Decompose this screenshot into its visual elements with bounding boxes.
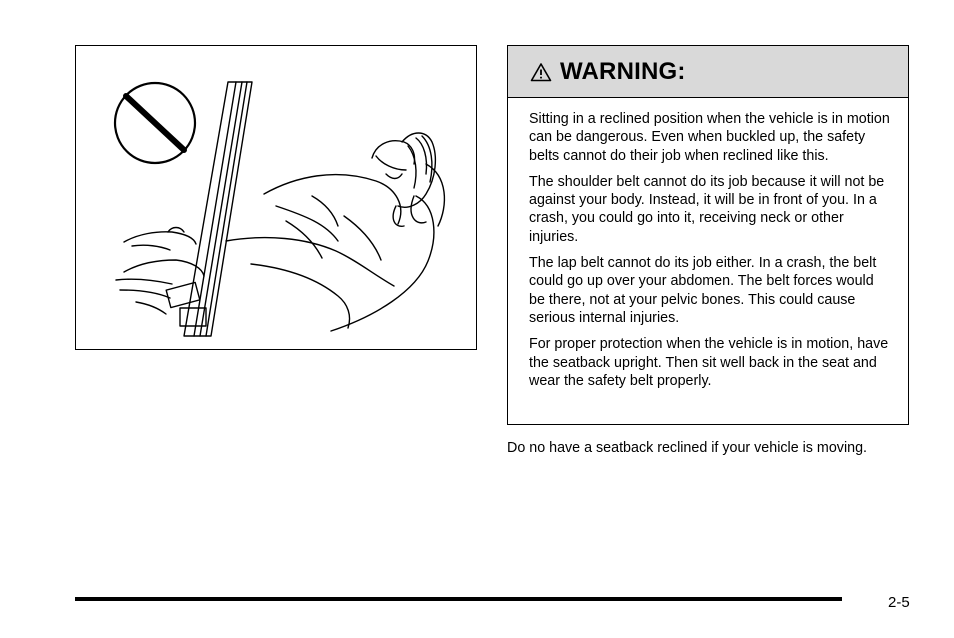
warning-paragraph: The shoulder belt cannot do its job because it will not be against your body. Instead, it will be in front of you. In a crash, you could go into it, receiving neck or other injuries.	[529, 173, 885, 245]
warning-paragraph: For proper protection when the vehicle is in motion, have the seatback upright. Then sit well back in the seat and wear the safety belt properly.	[529, 336, 889, 389]
warning-paragraph: The lap belt cannot do its job either. In a crash, the belt could go up over your abdomen. The belt forces would be there, not at your pelvic bones. This could cause serious internal injuries.	[529, 255, 877, 326]
warning-title: WARNING:	[560, 57, 686, 85]
footer-rule	[75, 597, 842, 601]
warning-triangle-icon	[530, 62, 552, 82]
body-note: Do no have a seatback reclined if your vehicle is moving.	[507, 440, 867, 456]
seat-belt-buckle	[166, 282, 206, 326]
reclined-occupant-illustration	[76, 46, 478, 351]
occupant-head	[372, 133, 435, 226]
warning-body	[508, 98, 908, 390]
warning-box	[507, 45, 909, 425]
seat-back	[331, 164, 444, 331]
warning-header	[508, 46, 908, 98]
illustration-frame	[75, 45, 477, 350]
occupant-body	[226, 175, 401, 328]
prohibition-symbol-icon	[115, 83, 195, 163]
page-number: 2-5	[888, 594, 910, 611]
warning-paragraph: Sitting in a reclined position when the vehicle is in motion can be dangerous. Even when buckled up, the safety belts cannot do their job when reclined like this.	[529, 111, 890, 164]
occupant-hands	[116, 228, 204, 315]
